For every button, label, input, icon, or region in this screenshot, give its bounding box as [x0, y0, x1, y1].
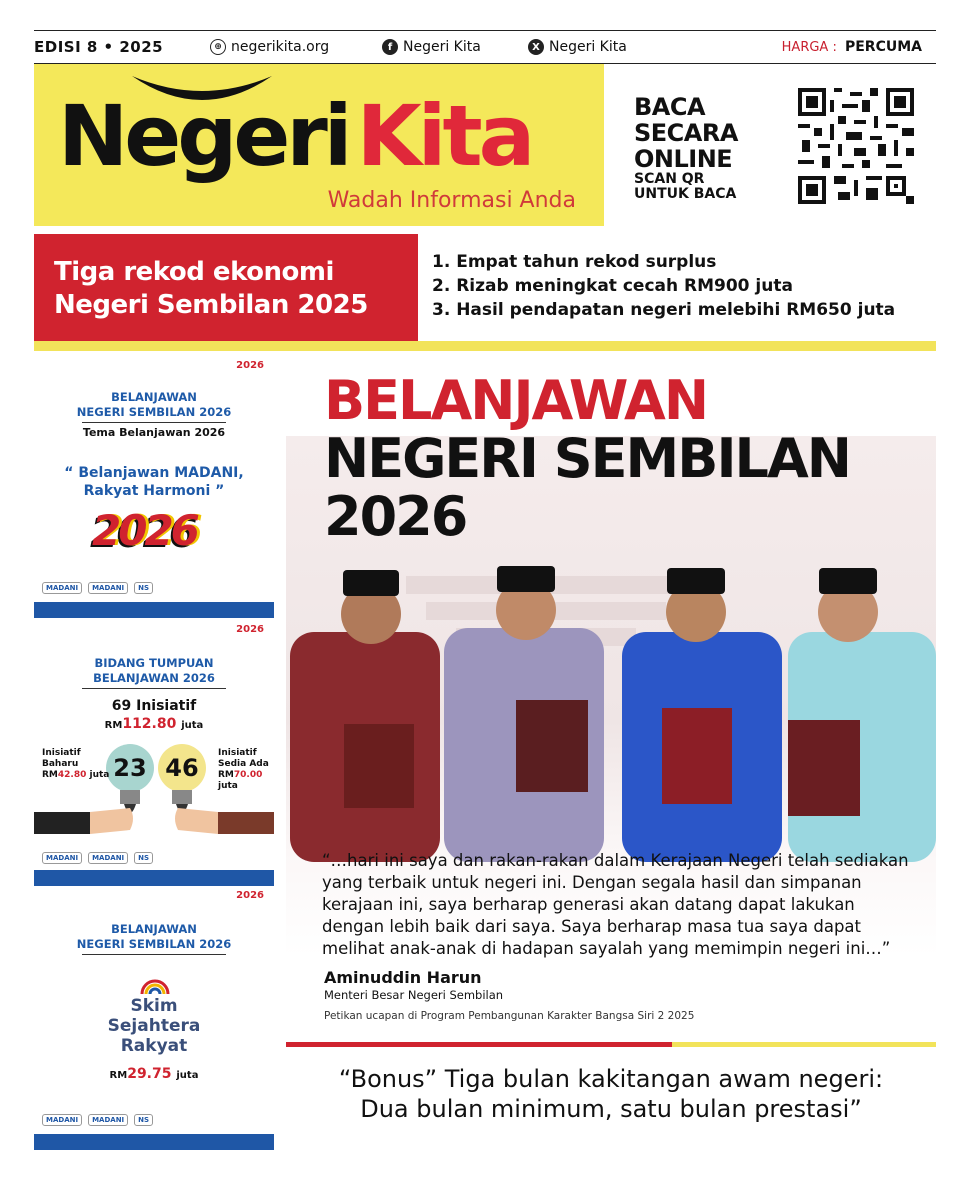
headline-year: 2026: [324, 485, 467, 548]
website-link[interactable]: [210, 39, 329, 55]
card-title-line1: BELANJAWAN: [111, 922, 197, 936]
scheme-name: [34, 996, 274, 1056]
scheme-amount: [34, 1066, 274, 1082]
edition-bar: [34, 30, 936, 64]
logo-malaysia-madani: MADANI: [42, 1114, 82, 1126]
card-title-line2: NEGERI SEMBILAN 2026: [76, 937, 232, 951]
card-title: [34, 922, 274, 952]
headline-belanjawan: BELANJAWAN: [324, 369, 708, 432]
rm-label: RM: [104, 720, 123, 731]
x-icon: X: [528, 39, 544, 55]
amount-value: 70.00: [233, 770, 263, 780]
card-title-line1: BELANJAWAN: [111, 390, 197, 404]
globe-icon: ⊕: [210, 39, 226, 55]
card-year-tag: 2026: [236, 624, 264, 635]
headline-banner: [34, 234, 418, 342]
amount-value: 29.75: [127, 1066, 172, 1082]
new-initiative-label-line1: Inisiatif: [42, 748, 81, 758]
officials-photo: [286, 562, 936, 862]
card-underline: [82, 688, 226, 689]
facebook-icon: f: [382, 39, 398, 55]
amount-value: 112.80: [122, 716, 177, 732]
unit-label: juta: [176, 1070, 199, 1081]
website-text: negerikita.org: [231, 39, 330, 55]
card-underline: [82, 954, 226, 955]
initiative-total: 69 Inisiatif: [111, 698, 197, 714]
card-underline: [82, 422, 226, 423]
main-quote: “…hari ini saya dan rakan-rakan dalam Kerajaan Negeri telah sediakan yang terbaik untuk negeri ini. Dengan segala hasil dan simpanan kerajaan ini, saya berharap generasi akan datang dapat lakukan dengan lebih baik dari saya. Saya berharap masa tua saya dapat melihat anak-anak di hadapan sayalah yang memimpin negeri ini…”: [322, 851, 909, 958]
promo-card-theme: [34, 356, 274, 618]
partner-logos: [42, 852, 159, 864]
theme-quote: [34, 464, 274, 500]
amount-value: 42.80: [57, 770, 87, 780]
story-divider-red: [286, 1042, 672, 1047]
card-footer-bar: [34, 602, 274, 618]
existing-initiative-label: [218, 748, 274, 792]
story-divider-yellow: [672, 1042, 936, 1047]
card-title: [34, 390, 274, 420]
new-initiative-label: [42, 748, 109, 781]
card-footer-bar: [34, 870, 274, 886]
partner-logos: [42, 582, 159, 594]
masthead-tagline: Wadah Informasi Anda: [327, 188, 576, 213]
scheme-name-line3: Rakyat: [120, 1036, 188, 1056]
promo-card-focus: [34, 620, 274, 886]
read-online-line5: UNTUK BACA: [634, 186, 737, 202]
card-title-line2: NEGERI SEMBILAN 2026: [76, 405, 232, 419]
partner-logos: [42, 1114, 159, 1126]
logo-negeri: Negeri: [58, 87, 349, 185]
logo-madani-bersama: MADANI: [88, 582, 128, 594]
scheme-name-line1: Skim: [130, 996, 178, 1016]
x-link[interactable]: [528, 39, 627, 55]
speaker-name: Aminuddin Harun: [324, 968, 482, 987]
rm-label: RM: [42, 770, 58, 780]
unit-label: juta: [89, 770, 110, 780]
banner-point: 1. Empat tahun rekod surplus: [432, 252, 717, 272]
x-text: Negeri Kita: [549, 39, 627, 55]
price-info: [782, 39, 922, 55]
banner-points: [432, 250, 895, 322]
masthead-logo: [58, 87, 532, 185]
banner-title-line2: Negeri Sembilan 2025: [54, 290, 368, 320]
theme-quote-line1: “ Belanjawan MADANI,: [64, 465, 244, 481]
hands-icon: [34, 802, 274, 846]
edition-label: EDISI 8 • 2025: [34, 38, 164, 56]
existing-initiative-label-line1: Inisiatif: [218, 748, 257, 758]
existing-initiative-label-line2: Sedia Ada: [218, 759, 269, 769]
rainbow-icon: [140, 976, 170, 994]
card-year-tag: 2026: [236, 890, 264, 901]
logo-malaysia-madani: MADANI: [42, 582, 82, 594]
section-divider: [34, 341, 936, 351]
new-initiative-label-line2: Baharu: [42, 759, 79, 769]
rm-label: RM: [109, 1070, 128, 1081]
speaker-role: Menteri Besar Negeri Sembilan: [324, 988, 504, 1002]
headline-negeri-sembilan: NEGERI SEMBILAN: [324, 427, 850, 490]
logo-ns-crest: NS: [134, 852, 153, 864]
rm-label: RM: [218, 770, 234, 780]
masthead: [34, 64, 604, 226]
card-title-line2: BELANJAWAN 2026: [93, 671, 215, 685]
promo-card-scheme: [34, 886, 274, 1150]
bonus-headline[interactable]: [286, 1064, 936, 1124]
bonus-line1: “Bonus” Tiga bulan kakitangan awam negeri:: [338, 1065, 884, 1093]
facebook-link[interactable]: [382, 39, 481, 55]
logo-ns-crest: NS: [134, 582, 153, 594]
logo-malaysia-madani: MADANI: [42, 852, 82, 864]
price-label: HARGA :: [781, 40, 837, 55]
card-year-tag: 2026: [236, 360, 264, 371]
facebook-text: Negeri Kita: [403, 39, 481, 55]
main-story: [286, 356, 936, 1046]
logo-madani-bersama: MADANI: [88, 852, 128, 864]
theme-quote-line2: Rakyat Harmoni ”: [83, 483, 225, 499]
big-year: 2026: [92, 506, 197, 555]
read-online-line2: SECARA: [634, 119, 738, 147]
card-title: [34, 656, 274, 686]
read-online-line4: SCAN QR: [634, 171, 705, 187]
existing-initiative-count: 46: [165, 754, 199, 782]
quote-source: Petikan ucapan di Program Pembangunan Karakter Bangsa Siri 2 2025: [324, 1010, 695, 1022]
theme-label: Tema Belanjawan 2026: [82, 426, 226, 439]
logo-ns-crest: NS: [134, 1114, 153, 1126]
read-online-block: [634, 94, 794, 202]
read-online-line1: BACA: [634, 93, 706, 121]
qr-code-icon[interactable]: [798, 88, 914, 204]
scheme-name-line2: Sejahtera: [107, 1016, 201, 1036]
logo-kita: Kita: [356, 87, 532, 185]
read-online-line3: ONLINE: [634, 145, 733, 173]
initiative-total-amount: [34, 716, 274, 732]
card-footer-bar: [34, 1134, 274, 1150]
price-value: PERCUMA: [844, 39, 922, 55]
logo-madani-bersama: MADANI: [88, 1114, 128, 1126]
unit-label: juta: [218, 781, 238, 791]
bonus-line2: Dua bulan minimum, satu bulan prestasi”: [360, 1095, 862, 1123]
unit-label: juta: [181, 720, 204, 731]
card-title-line1: BIDANG TUMPUAN: [94, 656, 214, 670]
banner-point: 2. Rizab meningkat cecah RM900 juta: [432, 276, 793, 296]
new-initiative-count: 23: [113, 754, 147, 782]
banner-point: 3. Hasil pendapatan negeri melebihi RM650 juta: [432, 300, 896, 320]
banner-title-line1: Tiga rekod ekonomi: [54, 257, 334, 287]
